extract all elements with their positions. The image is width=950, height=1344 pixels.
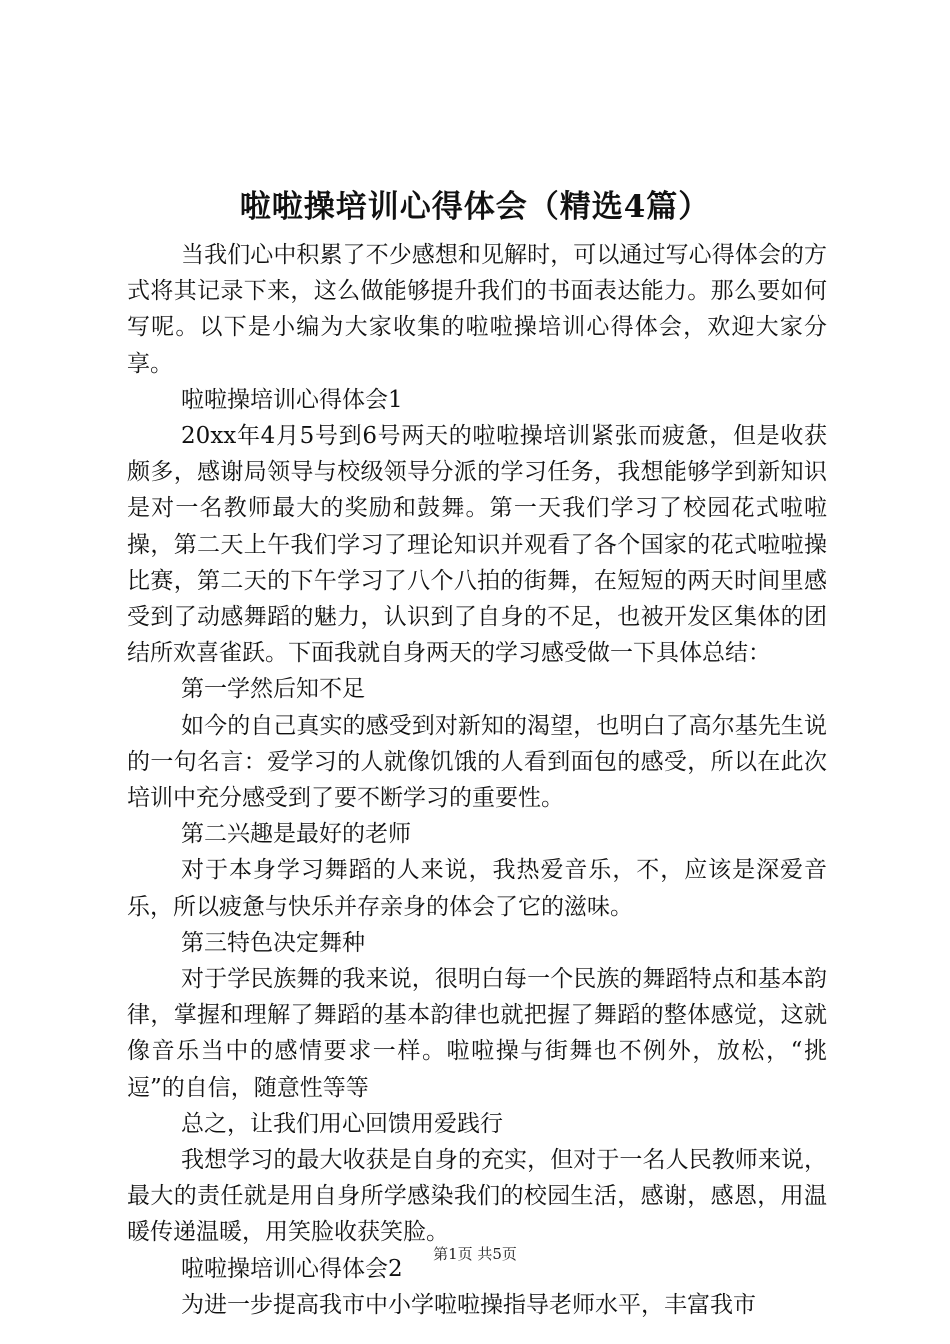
body-paragraph: 为进一步提高我市中小学啦啦操指导老师水平，丰富我市 [181, 1291, 757, 1318]
document-title: 啦啦操培训心得体会（精选4篇） [239, 189, 711, 225]
body-paragraph: 对于学民族舞的我来说，很明白每一个民族的舞蹈特点和基本韵律，掌握和理解了舞蹈的基本韵律也就把握了舞蹈的整体感觉，这就像音乐当中的感情要求一样。啦啦操与街舞也不例外，放松，“挑逗”的自信，随意性等等 [127, 966, 827, 1101]
section-heading-2: 啦啦操培训心得体会2 [181, 1255, 403, 1282]
subsection-heading: 第三特色决定舞种 [181, 929, 366, 956]
subsection-heading: 第二兴趣是最好的老师 [181, 821, 412, 848]
subsection-heading: 第一学然后知不足 [181, 676, 366, 703]
page-number-footer: 第1页 共5页 [433, 1245, 517, 1263]
intro-paragraph: 当我们心中积累了不少感想和见解时，可以通过写心得体会的方式将其记录下来，这么做能够提升我们的书面表达能力。那么要如何写呢。以下是小编为大家收集的啦啦操培训心得体会，欢迎大家分享。 [127, 242, 827, 377]
body-paragraph: 如今的自己真实的感受到对新知的渴望，也明白了高尔基先生说的一句名言：爱学习的人就像饥饿的人看到面包的感受，所以在此次培训中充分感受到了要不断学习的重要性。 [127, 712, 827, 812]
body-paragraph: 对于本身学习舞蹈的人来说，我热爱音乐，不，应该是深爱音乐，所以疲惫与快乐并存亲身的体会了它的滋味。 [127, 857, 827, 920]
subsection-heading: 总之，让我们用心回馈用爱践行 [181, 1110, 504, 1137]
body-paragraph: 我想学习的最大收获是自身的充实，但对于一名人民教师来说，最大的责任就是用自身所学感染我们的校园生活，感谢，感恩，用温暖传递温暖，用笑脸收获笑脸。 [127, 1147, 827, 1246]
document-body [127, 237, 827, 1323]
body-paragraph: 20xx年4月5号到6号两天的啦啦操培训紧张而疲惫，但是收获颇多，感谢局领导与校级领导分派的学习任务，我想能够学到新知识是对一名教师最大的奖励和鼓舞。第一天我们学习了校园花式啦啦操，第二天上午我们学习了理论知识并观看了各个国家的花式啦啦操比赛，第二天的下午学习了八个八拍的街舞，在短短的两天时间里感受到了动感舞蹈的魅力，认识到了自身的不足，也被开发区集体的团结所欢喜雀跃。下面我就自身两天的学习感受做一下具体总结： [127, 423, 827, 667]
section-heading-1: 啦啦操培训心得体会1 [181, 386, 403, 413]
